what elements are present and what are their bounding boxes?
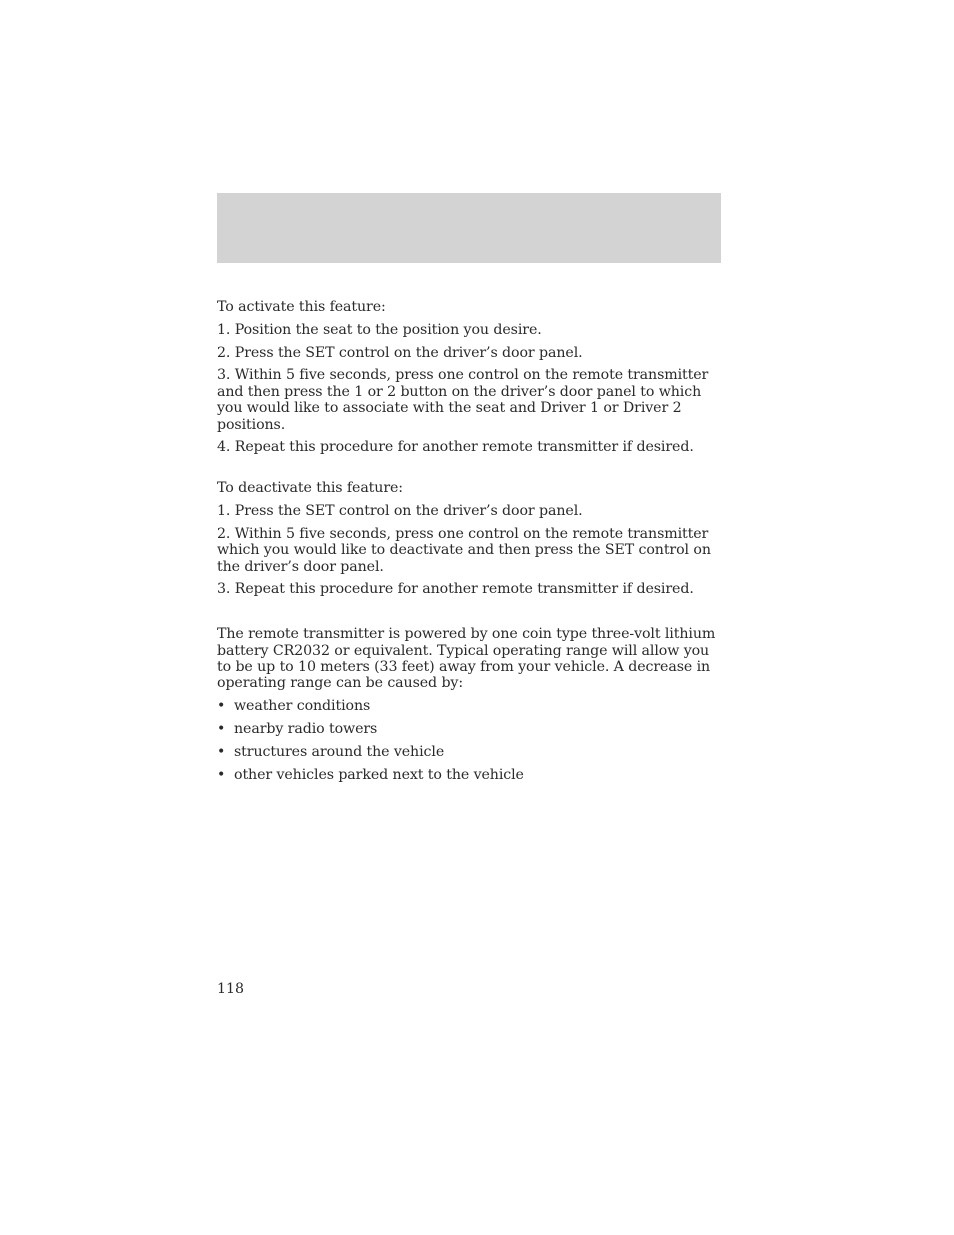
activate-step-2: 2. Press the SET control on the driver’s door panel. <box>217 344 583 361</box>
deactivate-step-2: 2. Within 5 five seconds, press one control on the remote transmitter which you would like to deactivate and then press the SET control on the driver’s door panel. <box>217 525 711 575</box>
deactivate-step-1: 1. Press the SET control on the driver’s door panel. <box>217 503 583 519</box>
list-item <box>217 721 727 737</box>
activate-step-4: 4. Repeat this procedure for another remote transmitter if desired. <box>217 439 694 456</box>
deactivate-intro: To deactivate this feature: <box>217 480 403 497</box>
activate-intro: To activate this feature: <box>217 299 386 315</box>
battery-paragraph: The remote transmitter is powered by one coin type three-volt lithium battery CR2032 or equivalent. Typical operating range will allow you to be up to 10 meters (33 feet) away from your vehicle. A decrease in operating range can be caused by: <box>217 626 716 692</box>
page-body <box>217 299 727 789</box>
activate-step-1: 1. Position the seat to the position you desire. <box>217 321 542 338</box>
section-spacer <box>217 462 727 480</box>
list-item-text: structures around the vehicle <box>234 743 445 760</box>
list-item <box>217 744 727 760</box>
bullet-icon: • <box>217 721 226 738</box>
page-number: 118 <box>217 981 245 997</box>
bullet-icon: • <box>217 743 226 760</box>
list-item-text: weather conditions <box>234 698 371 715</box>
list-item <box>217 698 727 714</box>
deactivate-step-3: 3. Repeat this procedure for another remote transmitter if desired. <box>217 581 694 598</box>
bullet-icon: • <box>217 698 226 715</box>
list-item <box>217 767 727 783</box>
bullet-icon: • <box>217 766 226 783</box>
list-item-text: nearby radio towers <box>234 721 378 738</box>
activate-step-3: 3. Within 5 five seconds, press one control on the remote transmitter and then press the 1 or 2 button on the driver’s door panel to which you would like to associate with the seat and Driver 1 or Driver 2 positions. <box>217 367 709 433</box>
list-item-text: other vehicles parked next to the vehicle <box>234 766 524 783</box>
section-spacer <box>217 604 727 626</box>
section-header-band <box>217 193 721 263</box>
